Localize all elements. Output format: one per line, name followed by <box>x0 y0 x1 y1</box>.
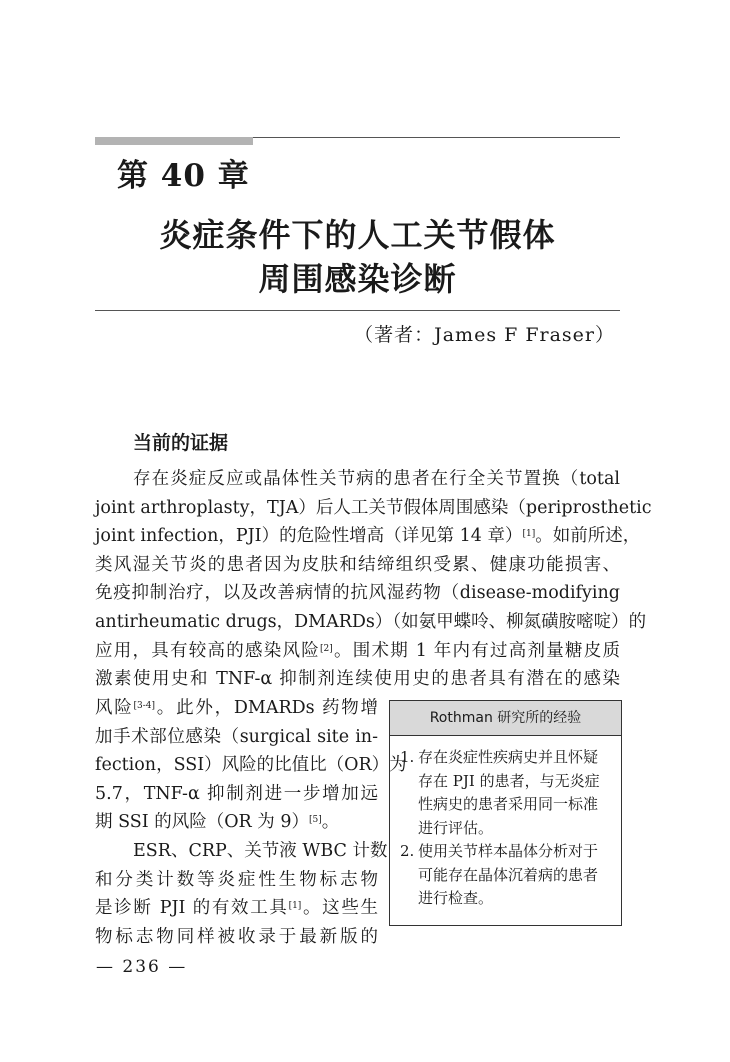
text-line: 物标志物同样被收录于最新版的 <box>95 926 378 947</box>
text-line: joint arthroplasty，TJA）后人工关节假体周围感染（periprosthetic <box>95 497 652 518</box>
chapter-title-line-2: 周围感染诊断 <box>258 260 457 298</box>
list-item-number: 2. <box>400 842 415 860</box>
text-line: 免疫抑制治疗，以及改善病情的抗风湿药物（disease-modifying <box>95 583 620 604</box>
text-line: 加手术部位感染（surgical site in- <box>95 726 378 747</box>
citation-ref: [1] <box>288 901 302 912</box>
text-line: 期 SSI 的风险（OR 为 9）[5]。 <box>95 812 340 833</box>
chapter-title-line-1: 炎症条件下的人工关节假体 <box>159 216 556 254</box>
text-line: fection，SSI）风险的比值比（OR）为 <box>95 755 407 776</box>
list-item: 1. 存在炎症性疾病史并且怀疑 存在 PJI 的患者，与无炎症 性病史的患者采用同一标准 进行评估。 <box>400 748 600 837</box>
section-heading: 当前的证据 <box>133 432 229 454</box>
title-rule <box>95 310 620 311</box>
text-line: 5.7，TNF-α 抑制剂进一步增加远 <box>95 783 378 804</box>
sidebar-box <box>389 700 622 926</box>
chapter-number: 第 40 章 <box>117 158 250 194</box>
citation-ref: [3-4] <box>133 701 156 711</box>
wrapped-text-column <box>95 694 407 951</box>
page-number: — 236 — <box>96 957 188 977</box>
paragraph-intro <box>95 465 652 694</box>
list-item-number: 1. <box>400 748 415 766</box>
text-line: 和分类计数等炎症性生物标志物 <box>95 869 378 890</box>
text-line: 应用，具有较高的感染风险[2]。围术期 1 年内有过高剂量糖皮质 <box>95 640 620 661</box>
sidebar-box-list <box>390 736 621 911</box>
citation-ref: [2] <box>320 643 333 654</box>
sidebar-box-title: Rothman 研究所的经验 <box>390 701 621 736</box>
citation-ref: [1] <box>522 529 536 540</box>
list-item: 2. 使用关节样本晶体分析对于 可能存在晶体沉着病的患者 进行检查。 <box>400 842 599 907</box>
text-line: antirheumatic drugs，DMARDs）（如氨甲蝶呤、柳氮磺胺嘧啶）的 <box>95 611 647 632</box>
citation-ref: [5] <box>309 815 322 826</box>
text-line: 是诊断 PJI 的有效工具[1]。这些生 <box>95 898 379 919</box>
author-credit: （著者：James F Fraser） <box>354 324 615 346</box>
text-line: ESR、CRP、关节液 WBC 计数 <box>133 840 388 861</box>
text-line: joint infection，PJI）的危险性增高（详见第 14 章）[1]。如前所述， <box>95 526 641 547</box>
text-line: 风险[3-4]。此外，DMARDs 药物增 <box>95 698 378 718</box>
text-line: 激素使用史和 TNF-α 抑制剂连续使用史的患者具有潜在的感染 <box>95 669 620 690</box>
text-line: 类风湿关节炎的患者因为皮肤和结缔组织受累、健康功能损害、 <box>95 554 620 575</box>
text-line: 存在炎症反应或晶体性关节病的患者在行全关节置换（total <box>133 469 620 489</box>
chapter-tab-bar <box>95 137 253 145</box>
